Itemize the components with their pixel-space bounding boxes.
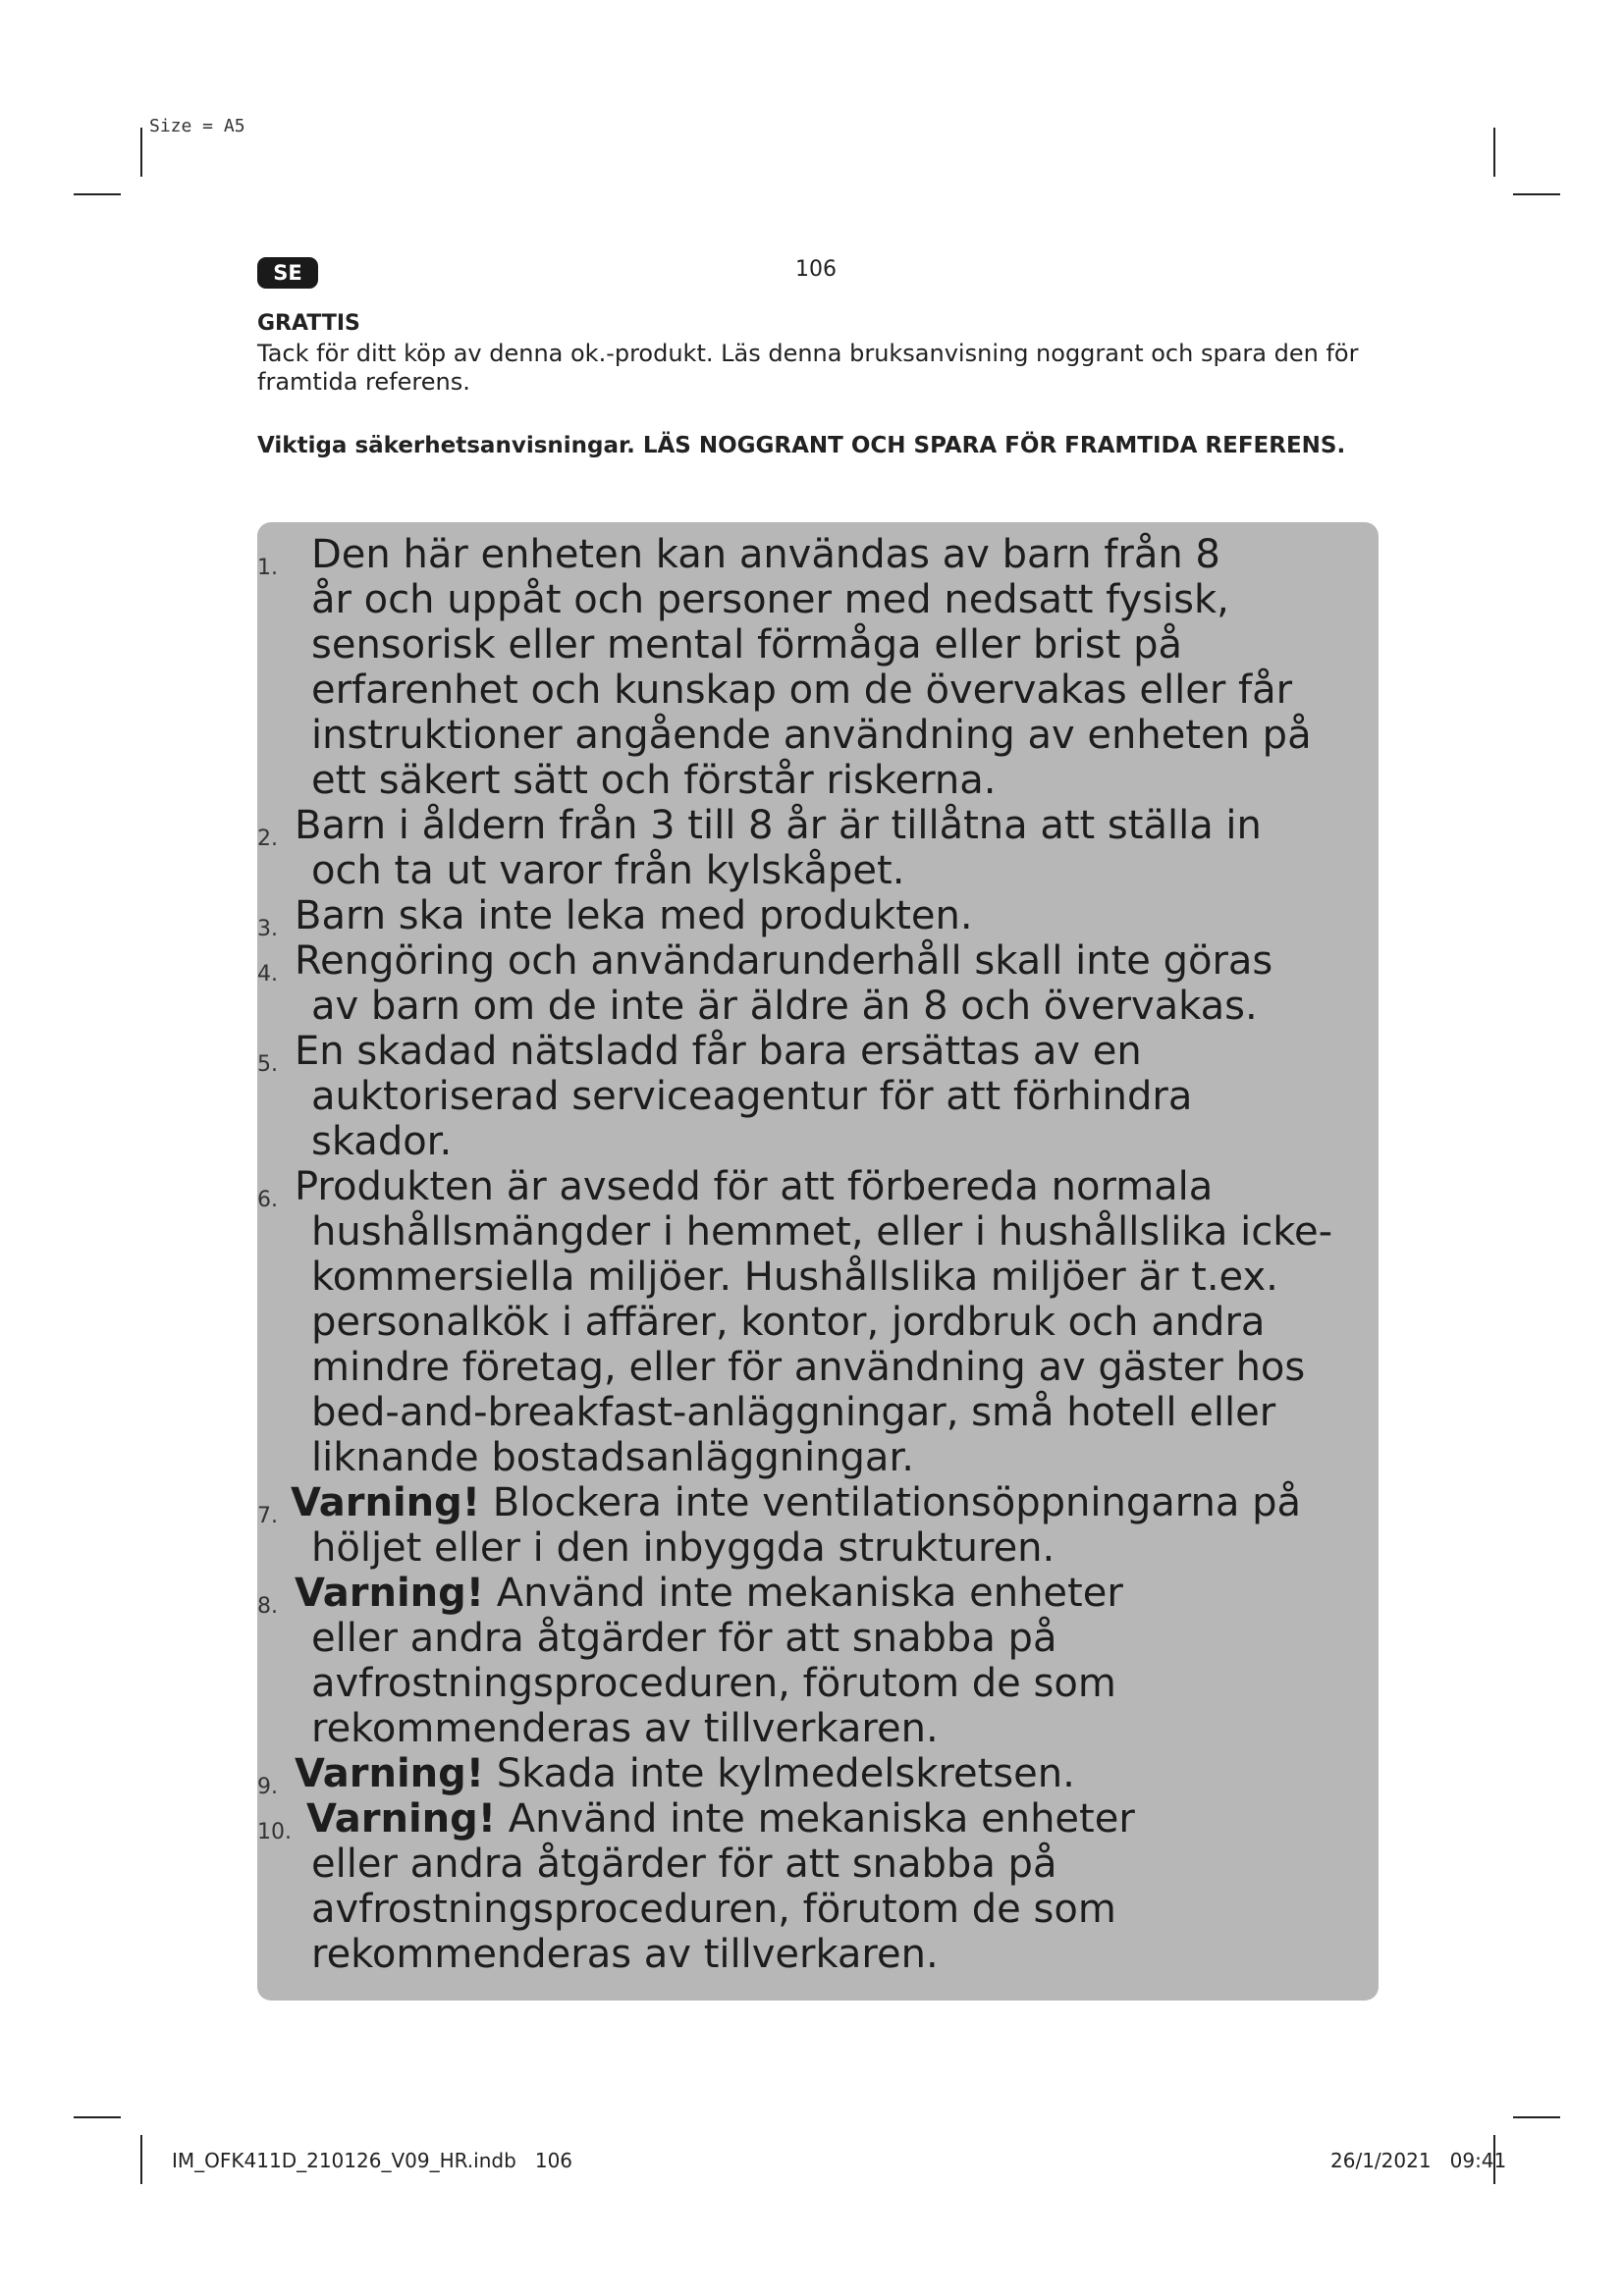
item-line: Den här enheten kan användas av barn från 8: [311, 532, 1220, 577]
warning-label: Varning!: [291, 1480, 481, 1525]
item-line: [295, 1751, 1075, 1796]
size-label: Size = A5: [149, 116, 245, 136]
item-line: [306, 1796, 1135, 1842]
item-line: Produkten är avsedd för att förbereda normala: [295, 1164, 1214, 1209]
crop-mark: [74, 193, 121, 195]
item-number: 1.: [257, 556, 278, 580]
item-line: eller andra åtgärder för att snabba på: [311, 1616, 1057, 1661]
item-line: eller andra åtgärder för att snabba på: [311, 1842, 1057, 1887]
safety-instructions-box: [257, 522, 1379, 2001]
item-number: 2.: [257, 827, 278, 851]
item-line: sensorisk eller mental förmåga eller brist på: [311, 622, 1183, 667]
item-number: 5.: [257, 1052, 278, 1077]
warning-label: Varning!: [306, 1796, 497, 1842]
crop-mark: [1493, 128, 1495, 177]
item-line: [291, 1480, 1301, 1525]
item-number: 7.: [257, 1504, 278, 1528]
item-number: 8.: [257, 1594, 278, 1619]
item-line: [295, 1571, 1123, 1616]
item-line: avfrostningsproceduren, förutom de som: [311, 1661, 1116, 1706]
item-line-text: Använd inte mekaniska enheter: [484, 1571, 1123, 1616]
crop-mark: [74, 2116, 121, 2118]
item-line: Barn ska inte leka med produkten.: [295, 893, 973, 938]
safety-heading: Viktiga säkerhetsanvisningar. LÄS NOGGRANT OCH SPARA FÖR FRAMTIDA REFERENS.: [257, 433, 1346, 458]
item-line: auktoriserad serviceagentur för att förhindra: [311, 1074, 1193, 1119]
item-number: 10.: [257, 1820, 292, 1844]
item-line: av barn om de inte är äldre än 8 och övervakas.: [311, 984, 1258, 1029]
item-number: 3.: [257, 917, 278, 941]
crop-mark: [1513, 2116, 1560, 2118]
item-line: kommersiella miljöer. Hushållslika miljöer är t.ex.: [311, 1255, 1278, 1300]
item-number: 9.: [257, 1775, 278, 1799]
item-line: hushållsmängder i hemmet, eller i hushållslika icke-: [311, 1209, 1332, 1255]
item-line: avfrostningsproceduren, förutom de som: [311, 1887, 1116, 1932]
item-line: instruktioner angående användning av enheten på: [311, 713, 1312, 758]
item-line: rekommenderas av tillverkaren.: [311, 1706, 939, 1751]
intro-heading: GRATTIS: [257, 311, 360, 336]
warning-label: Varning!: [295, 1751, 485, 1796]
warning-label: Varning!: [295, 1571, 485, 1616]
page-number: 106: [795, 257, 837, 282]
crop-mark: [140, 2135, 142, 2184]
crop-mark: [1513, 193, 1560, 195]
item-line: mindre företag, eller för användning av gäster hos: [311, 1345, 1306, 1390]
item-line-text: Använd inte mekaniska enheter: [496, 1796, 1135, 1842]
item-line: skador.: [311, 1119, 453, 1164]
item-line: liknande bostadsanläggningar.: [311, 1435, 914, 1480]
item-line: erfarenhet och kunskap om de övervakas eller får: [311, 667, 1293, 713]
item-number: 6.: [257, 1188, 278, 1212]
item-line-text: Blockera inte ventilationsöppningarna på: [480, 1480, 1301, 1525]
crop-mark: [140, 128, 142, 177]
item-line: och ta ut varor från kylskåpet.: [311, 848, 905, 893]
footer-date-time: 26/1/2021 09:41: [1330, 2149, 1507, 2172]
item-line: höljet eller i den inbyggda strukturen.: [311, 1525, 1056, 1571]
intro-text: Tack för ditt köp av denna ok.-produkt. Läs denna bruksanvisning noggrant och spara den för framtida referens.: [257, 340, 1359, 396]
item-line: ett säkert sätt och förstår riskerna.: [311, 758, 997, 803]
item-line: rekommenderas av tillverkaren.: [311, 1932, 939, 1977]
footer-file-info: IM_OFK411D_210126_V09_HR.indb 106: [172, 2149, 573, 2172]
item-line: bed-and-breakfast-anläggningar, små hotell eller: [311, 1390, 1276, 1435]
item-line: En skadad nätsladd får bara ersättas av en: [295, 1029, 1142, 1074]
item-line: år och uppåt och personer med nedsatt fysisk,: [311, 577, 1229, 622]
item-line: personalkök i affärer, kontor, jordbruk och andra: [311, 1300, 1266, 1345]
item-number: 4.: [257, 962, 278, 987]
item-line: Rengöring och användarunderhåll skall inte göras: [295, 938, 1273, 984]
item-line-text: Skada inte kylmedelskretsen.: [484, 1751, 1075, 1796]
language-badge: SE: [257, 257, 318, 289]
item-line: Barn i åldern från 3 till 8 år är tillåtna att ställa in: [295, 803, 1262, 848]
